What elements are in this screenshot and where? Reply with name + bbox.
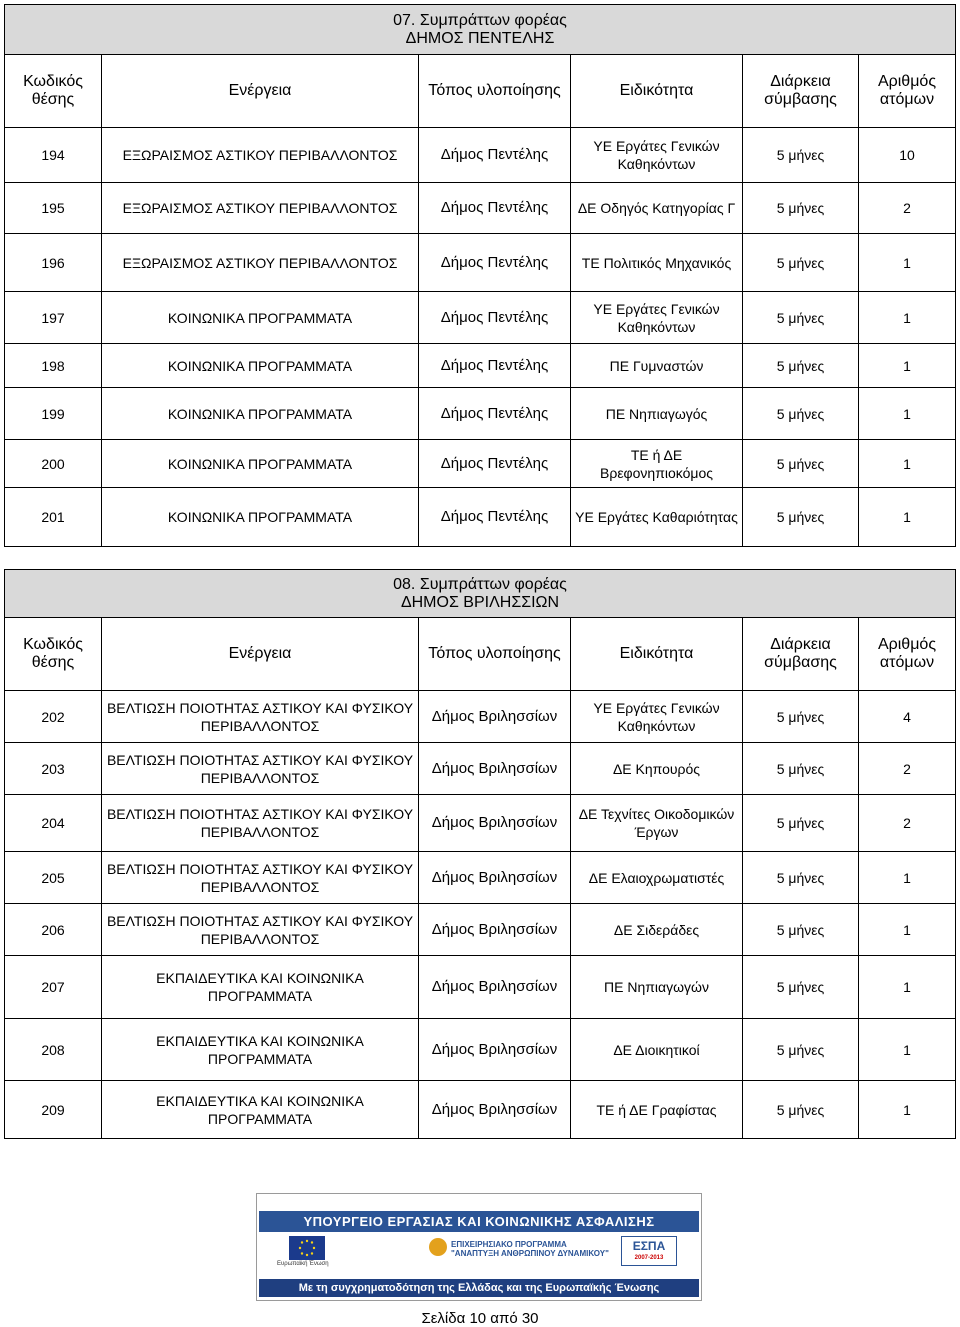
table-row bbox=[5, 1081, 956, 1139]
cell-specialty: ΔΕ Ελαιοχρωματιστές bbox=[571, 852, 743, 904]
program-line2: "ΑΝΑΠΤΥΞΗ ΑΝΘΡΩΠΙΝΟΥ ΔΥΝΑΜΙΚΟΥ" bbox=[451, 1249, 609, 1258]
cell-place: Δήμος Πεντέλης bbox=[419, 388, 571, 440]
cell-duration: 5 μήνες bbox=[743, 743, 859, 795]
program-line1: ΕΠΙΧΕΙΡΗΣΙΑΚΟ ΠΡΟΓΡΑΜΜΑ bbox=[451, 1240, 567, 1249]
cell-persons: 1 bbox=[859, 852, 956, 904]
cell-specialty: ΥΕ Εργάτες Καθαριότητας bbox=[571, 488, 743, 547]
espa-years: 2007-2013 bbox=[634, 1255, 664, 1261]
section-title bbox=[5, 570, 956, 618]
cell-duration: 5 μήνες bbox=[743, 183, 859, 234]
eu-flag-icon bbox=[289, 1236, 325, 1260]
cell-action: ΕΞΩΡΑΙΣΜΟΣ ΑΣΤΙΚΟΥ ΠΕΡΙΒΑΛΛΟΝΤΟΣ bbox=[102, 128, 419, 183]
cell-place: Δήμος Πεντέλης bbox=[419, 488, 571, 547]
table-row bbox=[5, 128, 956, 183]
table-row bbox=[5, 183, 956, 234]
cell-persons: 1 bbox=[859, 440, 956, 488]
cell-persons: 1 bbox=[859, 234, 956, 292]
cell-place: Δήμος Βριλησσίων bbox=[419, 956, 571, 1019]
cell-code: 206 bbox=[5, 904, 102, 956]
cell-action: ΕΞΩΡΑΙΣΜΟΣ ΑΣΤΙΚΟΥ ΠΕΡΙΒΑΛΛΟΝΤΟΣ bbox=[102, 183, 419, 234]
program-logo-icon bbox=[429, 1238, 447, 1256]
table-row bbox=[5, 691, 956, 743]
cell-place: Δήμος Βριλησσίων bbox=[419, 743, 571, 795]
cell-action: ΕΚΠΑΙΔΕΥΤΙΚΑ ΚΑΙ ΚΟΙΝΩΝΙΚΑ ΠΡΟΓΡΑΜΜΑΤΑ bbox=[102, 956, 419, 1019]
cell-duration: 5 μήνες bbox=[743, 1019, 859, 1081]
table-row bbox=[5, 743, 956, 795]
cell-code: 198 bbox=[5, 344, 102, 388]
cell-specialty: ΔΕ Σιδεράδες bbox=[571, 904, 743, 956]
program-name bbox=[451, 1240, 621, 1258]
cell-code: 194 bbox=[5, 128, 102, 183]
table-row bbox=[5, 292, 956, 344]
cell-action: ΒΕΛΤΙΩΣΗ ΠΟΙΟΤΗΤΑΣ ΑΣΤΙΚΟΥ ΚΑΙ ΦΥΣΙΚΟΥ ΠΕΡΙΒΑΛΛΟΝΤΟΣ bbox=[102, 852, 419, 904]
cell-persons: 2 bbox=[859, 795, 956, 852]
cell-code: 201 bbox=[5, 488, 102, 547]
table-dimos-pentelis bbox=[4, 4, 956, 547]
cell-specialty: ΤΕ ή ΔΕ Γραφίστας bbox=[571, 1081, 743, 1139]
cell-code: 195 bbox=[5, 183, 102, 234]
cell-code: 200 bbox=[5, 440, 102, 488]
table-row bbox=[5, 488, 956, 547]
cell-duration: 5 μήνες bbox=[743, 904, 859, 956]
cell-persons: 1 bbox=[859, 292, 956, 344]
cell-code: 197 bbox=[5, 292, 102, 344]
header-code: Κωδικός θέσης bbox=[5, 618, 102, 691]
header-specialty: Ειδικότητα bbox=[571, 55, 743, 128]
logos-strip bbox=[259, 1236, 699, 1274]
cell-persons: 1 bbox=[859, 488, 956, 547]
cell-duration: 5 μήνες bbox=[743, 292, 859, 344]
cell-specialty: ΔΕ Κηπουρός bbox=[571, 743, 743, 795]
header-code: Κωδικός θέσης bbox=[5, 55, 102, 128]
section-municipality-title: ΔΗΜΟΣ ΠΕΝΤΕΛΗΣ bbox=[405, 29, 555, 47]
cell-persons: 4 bbox=[859, 691, 956, 743]
header-persons: Αριθμός ατόμων bbox=[859, 618, 956, 691]
header-action: Ενέργεια bbox=[102, 55, 419, 128]
cell-action: ΚΟΙΝΩΝΙΚΑ ΠΡΟΓΡΑΜΜΑΤΑ bbox=[102, 344, 419, 388]
cell-code: 199 bbox=[5, 388, 102, 440]
cell-duration: 5 μήνες bbox=[743, 344, 859, 388]
espa-text: ΕΣΠΑ bbox=[632, 1239, 666, 1253]
table-row bbox=[5, 388, 956, 440]
cell-action: ΚΟΙΝΩΝΙΚΑ ΠΡΟΓΡΑΜΜΑΤΑ bbox=[102, 440, 419, 488]
cell-place: Δήμος Πεντέλης bbox=[419, 234, 571, 292]
espa-logo bbox=[621, 1236, 677, 1266]
cofunding-banner bbox=[256, 1193, 702, 1301]
section-title bbox=[5, 5, 956, 55]
cell-duration: 5 μήνες bbox=[743, 691, 859, 743]
cell-code: 209 bbox=[5, 1081, 102, 1139]
cell-specialty: ΔΕ Οδηγός Κατηγορίας Γ bbox=[571, 183, 743, 234]
cell-persons: 1 bbox=[859, 904, 956, 956]
table-row bbox=[5, 904, 956, 956]
cell-place: Δήμος Βριλησσίων bbox=[419, 1081, 571, 1139]
cell-action: ΚΟΙΝΩΝΙΚΑ ΠΡΟΓΡΑΜΜΑΤΑ bbox=[102, 388, 419, 440]
cell-action: ΚΟΙΝΩΝΙΚΑ ΠΡΟΓΡΑΜΜΑΤΑ bbox=[102, 488, 419, 547]
cell-duration: 5 μήνες bbox=[743, 1081, 859, 1139]
cell-code: 207 bbox=[5, 956, 102, 1019]
cell-action: ΒΕΛΤΙΩΣΗ ΠΟΙΟΤΗΤΑΣ ΑΣΤΙΚΟΥ ΚΑΙ ΦΥΣΙΚΟΥ ΠΕΡΙΒΑΛΛΟΝΤΟΣ bbox=[102, 743, 419, 795]
cell-duration: 5 μήνες bbox=[743, 956, 859, 1019]
cell-specialty: ΠΕ Γυμναστών bbox=[571, 344, 743, 388]
table-row bbox=[5, 795, 956, 852]
eu-label: Ευρωπαϊκή Ένωση bbox=[277, 1261, 329, 1267]
cell-place: Δήμος Πεντέλης bbox=[419, 128, 571, 183]
cell-place: Δήμος Πεντέλης bbox=[419, 183, 571, 234]
table-row bbox=[5, 852, 956, 904]
cell-code: 203 bbox=[5, 743, 102, 795]
cell-duration: 5 μήνες bbox=[743, 388, 859, 440]
cell-code: 205 bbox=[5, 852, 102, 904]
cell-code: 204 bbox=[5, 795, 102, 852]
cell-place: Δήμος Βριλησσίων bbox=[419, 904, 571, 956]
table-row bbox=[5, 1019, 956, 1081]
cell-specialty: ΤΕ ή ΔΕ Βρεφονηπιοκόμος bbox=[571, 440, 743, 488]
cell-specialty: ΠΕ Νηπιαγωγός bbox=[571, 388, 743, 440]
cell-place: Δήμος Βριλησσίων bbox=[419, 1019, 571, 1081]
cell-persons: 2 bbox=[859, 743, 956, 795]
cell-action: ΚΟΙΝΩΝΙΚΑ ΠΡΟΓΡΑΜΜΑΤΑ bbox=[102, 292, 419, 344]
header-action: Ενέργεια bbox=[102, 618, 419, 691]
cell-duration: 5 μήνες bbox=[743, 440, 859, 488]
cell-action: ΒΕΛΤΙΩΣΗ ΠΟΙΟΤΗΤΑΣ ΑΣΤΙΚΟΥ ΚΑΙ ΦΥΣΙΚΟΥ ΠΕΡΙΒΑΛΛΟΝΤΟΣ bbox=[102, 691, 419, 743]
cell-specialty: ΥΕ Εργάτες Γενικών Καθηκόντων bbox=[571, 128, 743, 183]
table-row bbox=[5, 234, 956, 292]
cell-persons: 1 bbox=[859, 1081, 956, 1139]
cell-specialty: ΔΕ Τεχνίτες Οικοδομικών Έργων bbox=[571, 795, 743, 852]
ministry-title: ΥΠΟΥΡΓΕΙΟ ΕΡΓΑΣΙΑΣ ΚΑΙ ΚΟΙΝΩΝΙΚΗΣ ΑΣΦΑΛΙΣΗΣ bbox=[259, 1211, 699, 1232]
cell-code: 196 bbox=[5, 234, 102, 292]
cell-action: ΕΚΠΑΙΔΕΥΤΙΚΑ ΚΑΙ ΚΟΙΝΩΝΙΚΑ ΠΡΟΓΡΑΜΜΑΤΑ bbox=[102, 1081, 419, 1139]
cell-persons: 2 bbox=[859, 183, 956, 234]
cell-duration: 5 μήνες bbox=[743, 852, 859, 904]
header-place: Τόπος υλοποίησης bbox=[419, 618, 571, 691]
cell-code: 202 bbox=[5, 691, 102, 743]
cell-specialty: ΔΕ Διοικητικοί bbox=[571, 1019, 743, 1081]
cell-place: Δήμος Πεντέλης bbox=[419, 440, 571, 488]
section-number-title: 08. Συμπράττων φορέας bbox=[393, 575, 567, 593]
cell-place: Δήμος Βριλησσίων bbox=[419, 852, 571, 904]
section-municipality-title: ΔΗΜΟΣ ΒΡΙΛΗΣΣΙΩΝ bbox=[400, 593, 560, 611]
cofinance-line: Με τη συγχρηματοδότηση της Ελλάδας και της Ευρωπαϊκής Ένωσης bbox=[259, 1279, 699, 1297]
section-number-title: 07. Συμπράττων φορέας bbox=[393, 11, 567, 29]
cell-place: Δήμος Βριλησσίων bbox=[419, 795, 571, 852]
cell-action: ΒΕΛΤΙΩΣΗ ΠΟΙΟΤΗΤΑΣ ΑΣΤΙΚΟΥ ΚΑΙ ΦΥΣΙΚΟΥ ΠΕΡΙΒΑΛΛΟΝΤΟΣ bbox=[102, 795, 419, 852]
header-duration: Διάρκεια σύμβασης bbox=[743, 55, 859, 128]
cell-place: Δήμος Πεντέλης bbox=[419, 344, 571, 388]
header-specialty: Ειδικότητα bbox=[571, 618, 743, 691]
cell-place: Δήμος Βριλησσίων bbox=[419, 691, 571, 743]
cell-duration: 5 μήνες bbox=[743, 234, 859, 292]
cell-persons: 1 bbox=[859, 388, 956, 440]
cell-specialty: ΥΕ Εργάτες Γενικών Καθηκόντων bbox=[571, 691, 743, 743]
cell-duration: 5 μήνες bbox=[743, 795, 859, 852]
cell-duration: 5 μήνες bbox=[743, 128, 859, 183]
cell-persons: 1 bbox=[859, 956, 956, 1019]
cell-action: ΕΞΩΡΑΙΣΜΟΣ ΑΣΤΙΚΟΥ ΠΕΡΙΒΑΛΛΟΝΤΟΣ bbox=[102, 234, 419, 292]
table-dimos-vrilission bbox=[4, 569, 956, 1139]
table-row bbox=[5, 344, 956, 388]
cell-persons: 1 bbox=[859, 344, 956, 388]
cell-specialty: ΠΕ Νηπιαγωγών bbox=[571, 956, 743, 1019]
cell-code: 208 bbox=[5, 1019, 102, 1081]
cell-specialty: ΤΕ Πολιτικός Μηχανικός bbox=[571, 234, 743, 292]
header-place: Τόπος υλοποίησης bbox=[419, 55, 571, 128]
cell-persons: 1 bbox=[859, 1019, 956, 1081]
cell-persons: 10 bbox=[859, 128, 956, 183]
cell-place: Δήμος Πεντέλης bbox=[419, 292, 571, 344]
header-persons: Αριθμός ατόμων bbox=[859, 55, 956, 128]
header-duration: Διάρκεια σύμβασης bbox=[743, 618, 859, 691]
cell-specialty: ΥΕ Εργάτες Γενικών Καθηκόντων bbox=[571, 292, 743, 344]
table-row bbox=[5, 440, 956, 488]
page-number: Σελίδα 10 από 30 bbox=[421, 1310, 539, 1327]
cell-action: ΒΕΛΤΙΩΣΗ ΠΟΙΟΤΗΤΑΣ ΑΣΤΙΚΟΥ ΚΑΙ ΦΥΣΙΚΟΥ ΠΕΡΙΒΑΛΛΟΝΤΟΣ bbox=[102, 904, 419, 956]
cell-duration: 5 μήνες bbox=[743, 488, 859, 547]
table-row bbox=[5, 956, 956, 1019]
cell-action: ΕΚΠΑΙΔΕΥΤΙΚΑ ΚΑΙ ΚΟΙΝΩΝΙΚΑ ΠΡΟΓΡΑΜΜΑΤΑ bbox=[102, 1019, 419, 1081]
